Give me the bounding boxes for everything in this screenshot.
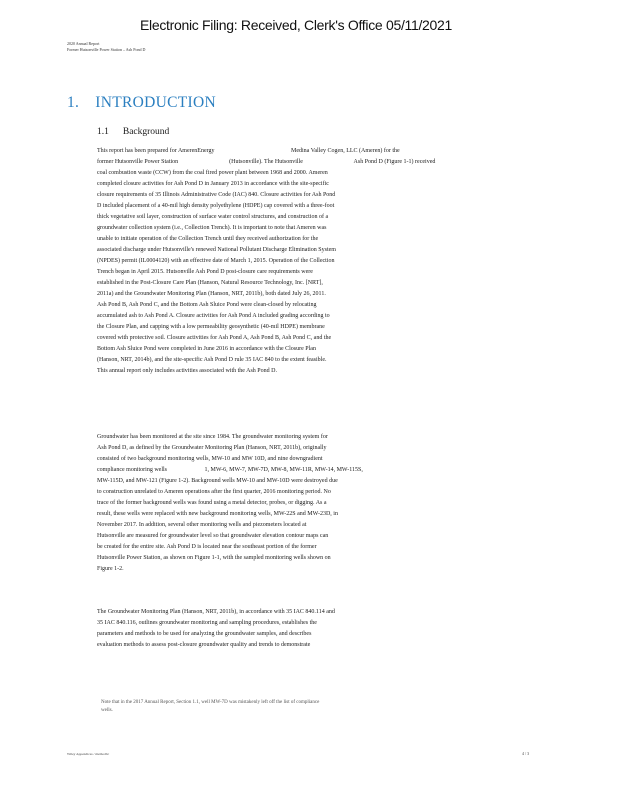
paragraph-3 — [97, 607, 487, 651]
section-number: 1. — [67, 94, 80, 111]
text-line: to construction unrelated to Ameren operations after the first quarter, 2016 monitoring period. No — [97, 489, 331, 495]
text-line: (NPDES) permit (IL0004120) with an effective date of March 1, 2015. Operation of the Collection — [97, 258, 335, 264]
text-line: (Hanson, NRT, 2014b), and the site-specific Ash Pond D rule 35 IAC 840 to the extent feasible. — [97, 357, 327, 363]
text-line: compliance monitoring wells 1, MW-6, MW-7, MW-7D, MW-8, MW-11R, MW-14, MW-115S, — [97, 467, 363, 473]
text-line: closure requirements of 35 Illinois Administrative Code (IAC) 840. Closure activities for Ash Pond — [97, 192, 336, 198]
text-line: Hutsonville are measured for groundwater level so that groundwater elevation contour maps can — [97, 533, 329, 539]
text-line: MW-115D, and MW-121 (Figure 1-2). Background wells MW-10 and MW-10D were destroyed due — [97, 478, 338, 484]
text-line: former Hutsonville Power Station (Hutsonville). The Hutsonville Ash Pond D (Figure 1-1) received — [97, 159, 436, 165]
text-line: This report has been prepared for AmerenEnergy Medina Valley Cogen, LLC (Ameren) for the — [97, 148, 400, 154]
text-line: groundwater collection system (i.e., Collection Trench). It is important to note that Ameren was — [97, 225, 327, 231]
text-line: Figure 1-2. — [97, 566, 124, 572]
text-line: coal combustion waste (CCW) from the coal fired power plant between 1968 and 2000. Ameren — [97, 170, 328, 176]
text-line: thick vegetative soil layer, construction of surface water control structures, and construction of a — [97, 214, 329, 220]
text-line: 35 IAC 840.116, outlines groundwater monitoring and sampling procedures, establishes the — [97, 620, 317, 626]
running-header-line-2: Former Hutsonville Power Station – Ash Pond D — [67, 47, 146, 52]
section-title: INTRODUCTION — [95, 94, 216, 111]
paragraph-2 — [97, 432, 487, 575]
text-line: Hutsonville Power Station, as shown on Figure 1-1, with the sampled monitoring wells shown on — [97, 555, 331, 561]
footnote-line: Note that in the 2017 Annual Report, Section 1.1, well MW-7D was mistakenly left off the list of compliance — [101, 700, 320, 705]
text-line: unable to initiate operation of the Collection Trench until they received authorization for the — [97, 236, 319, 242]
text-line: Groundwater has been monitored at the site since 1984. The groundwater monitoring system for — [97, 434, 328, 440]
section-heading — [67, 94, 216, 112]
footnote-line: wells. — [101, 708, 113, 713]
subsection-title: Background — [122, 127, 170, 137]
text-line: This annual report only includes activities associated with the Ash Pond D. — [97, 368, 277, 374]
filing-stamp: Electronic Filing: Received, Clerk's Office 05/11/2021 — [140, 17, 453, 33]
text-line: November 2017. In addition, several other monitoring wells and piezometers located at — [97, 522, 307, 528]
text-line: The Groundwater Monitoring Plan (Hanson, NRT, 2011b), in accordance with 35 IAC 840.114 and — [97, 609, 335, 615]
text-line: trace of the former background wells was found using a metal detector, probes, or digging. As a — [97, 500, 327, 506]
text-line: accumulated ash to Ash Pond A. Closure activities for Ash Pond A included grading according to — [97, 313, 330, 319]
text-line: Ash Pond B, Ash Pond C, and the Bottom Ash Sluice Pond were clean-closed by relocating — [97, 302, 317, 308]
text-line: covered with protective soil. Closure activities for Ash Pond A, Ash Pond B, Ash Pond C, and the — [97, 335, 332, 341]
text-line: Ash Pond D, as defined by the Groundwater Monitoring Plan (Hanson, NRT, 2011b), originally — [97, 445, 327, 451]
text-line: completed closure activities for Ash Pond D in January 2013 in accordance with the site-specific — [97, 181, 329, 187]
text-line: Trench began in April 2015. Hutsonville Ash Pond D post-closure care requirements were — [97, 269, 313, 275]
subsection-number: 1.1 — [97, 127, 109, 137]
running-header-line-1: 2020 Annual Report — [67, 41, 100, 46]
text-line: associated discharge under Hutsonville's renewed National Pollutant Discharge Elimination System — [97, 247, 336, 253]
text-line: the Closure Plan, and capping with a low permeability geosynthetic (40-mil HDPE) membrane — [97, 324, 325, 330]
text-line: 2011a) and the Groundwater Monitoring Plan (Hanson, NRT, 2011b), both dated July 26, 2011. — [97, 291, 326, 297]
subsection-heading — [97, 127, 169, 137]
text-line: consisted of two background monitoring wells, MW-10 and MW 10D, and nine downgradient — [97, 456, 323, 462]
page-number: 4 / 3 — [522, 751, 530, 756]
footnote — [101, 699, 361, 715]
text-line: result, these wells were replaced with new background monitoring wells, MW-22S and MW-23D, in — [97, 511, 338, 517]
text-line: established in the Post-Closure Care Plan (Hanson, Natural Resource Technology, Inc. [NRT], — [97, 280, 323, 286]
text-line: be created for the entire site. Ash Pond D is located near the southeast portion of the former — [97, 544, 317, 550]
paragraph-1 — [97, 146, 487, 377]
text-line: parameters and methods to be used for analyzing the groundwater samples, and describes — [97, 631, 312, 637]
text-line: D included placement of a 40-mil high density polyethylene (HDPE) cap covered with a three-foot — [97, 203, 335, 209]
text-line: Bottom Ash Sluice Pond were completed in June 2016 in accordance with the Closure Plan — [97, 346, 316, 352]
text-line: evaluation methods to assess post-closure groundwater quality and trends to demonstrate — [97, 642, 311, 648]
footer-left: Wiley Appendices / methodbc — [67, 752, 110, 756]
